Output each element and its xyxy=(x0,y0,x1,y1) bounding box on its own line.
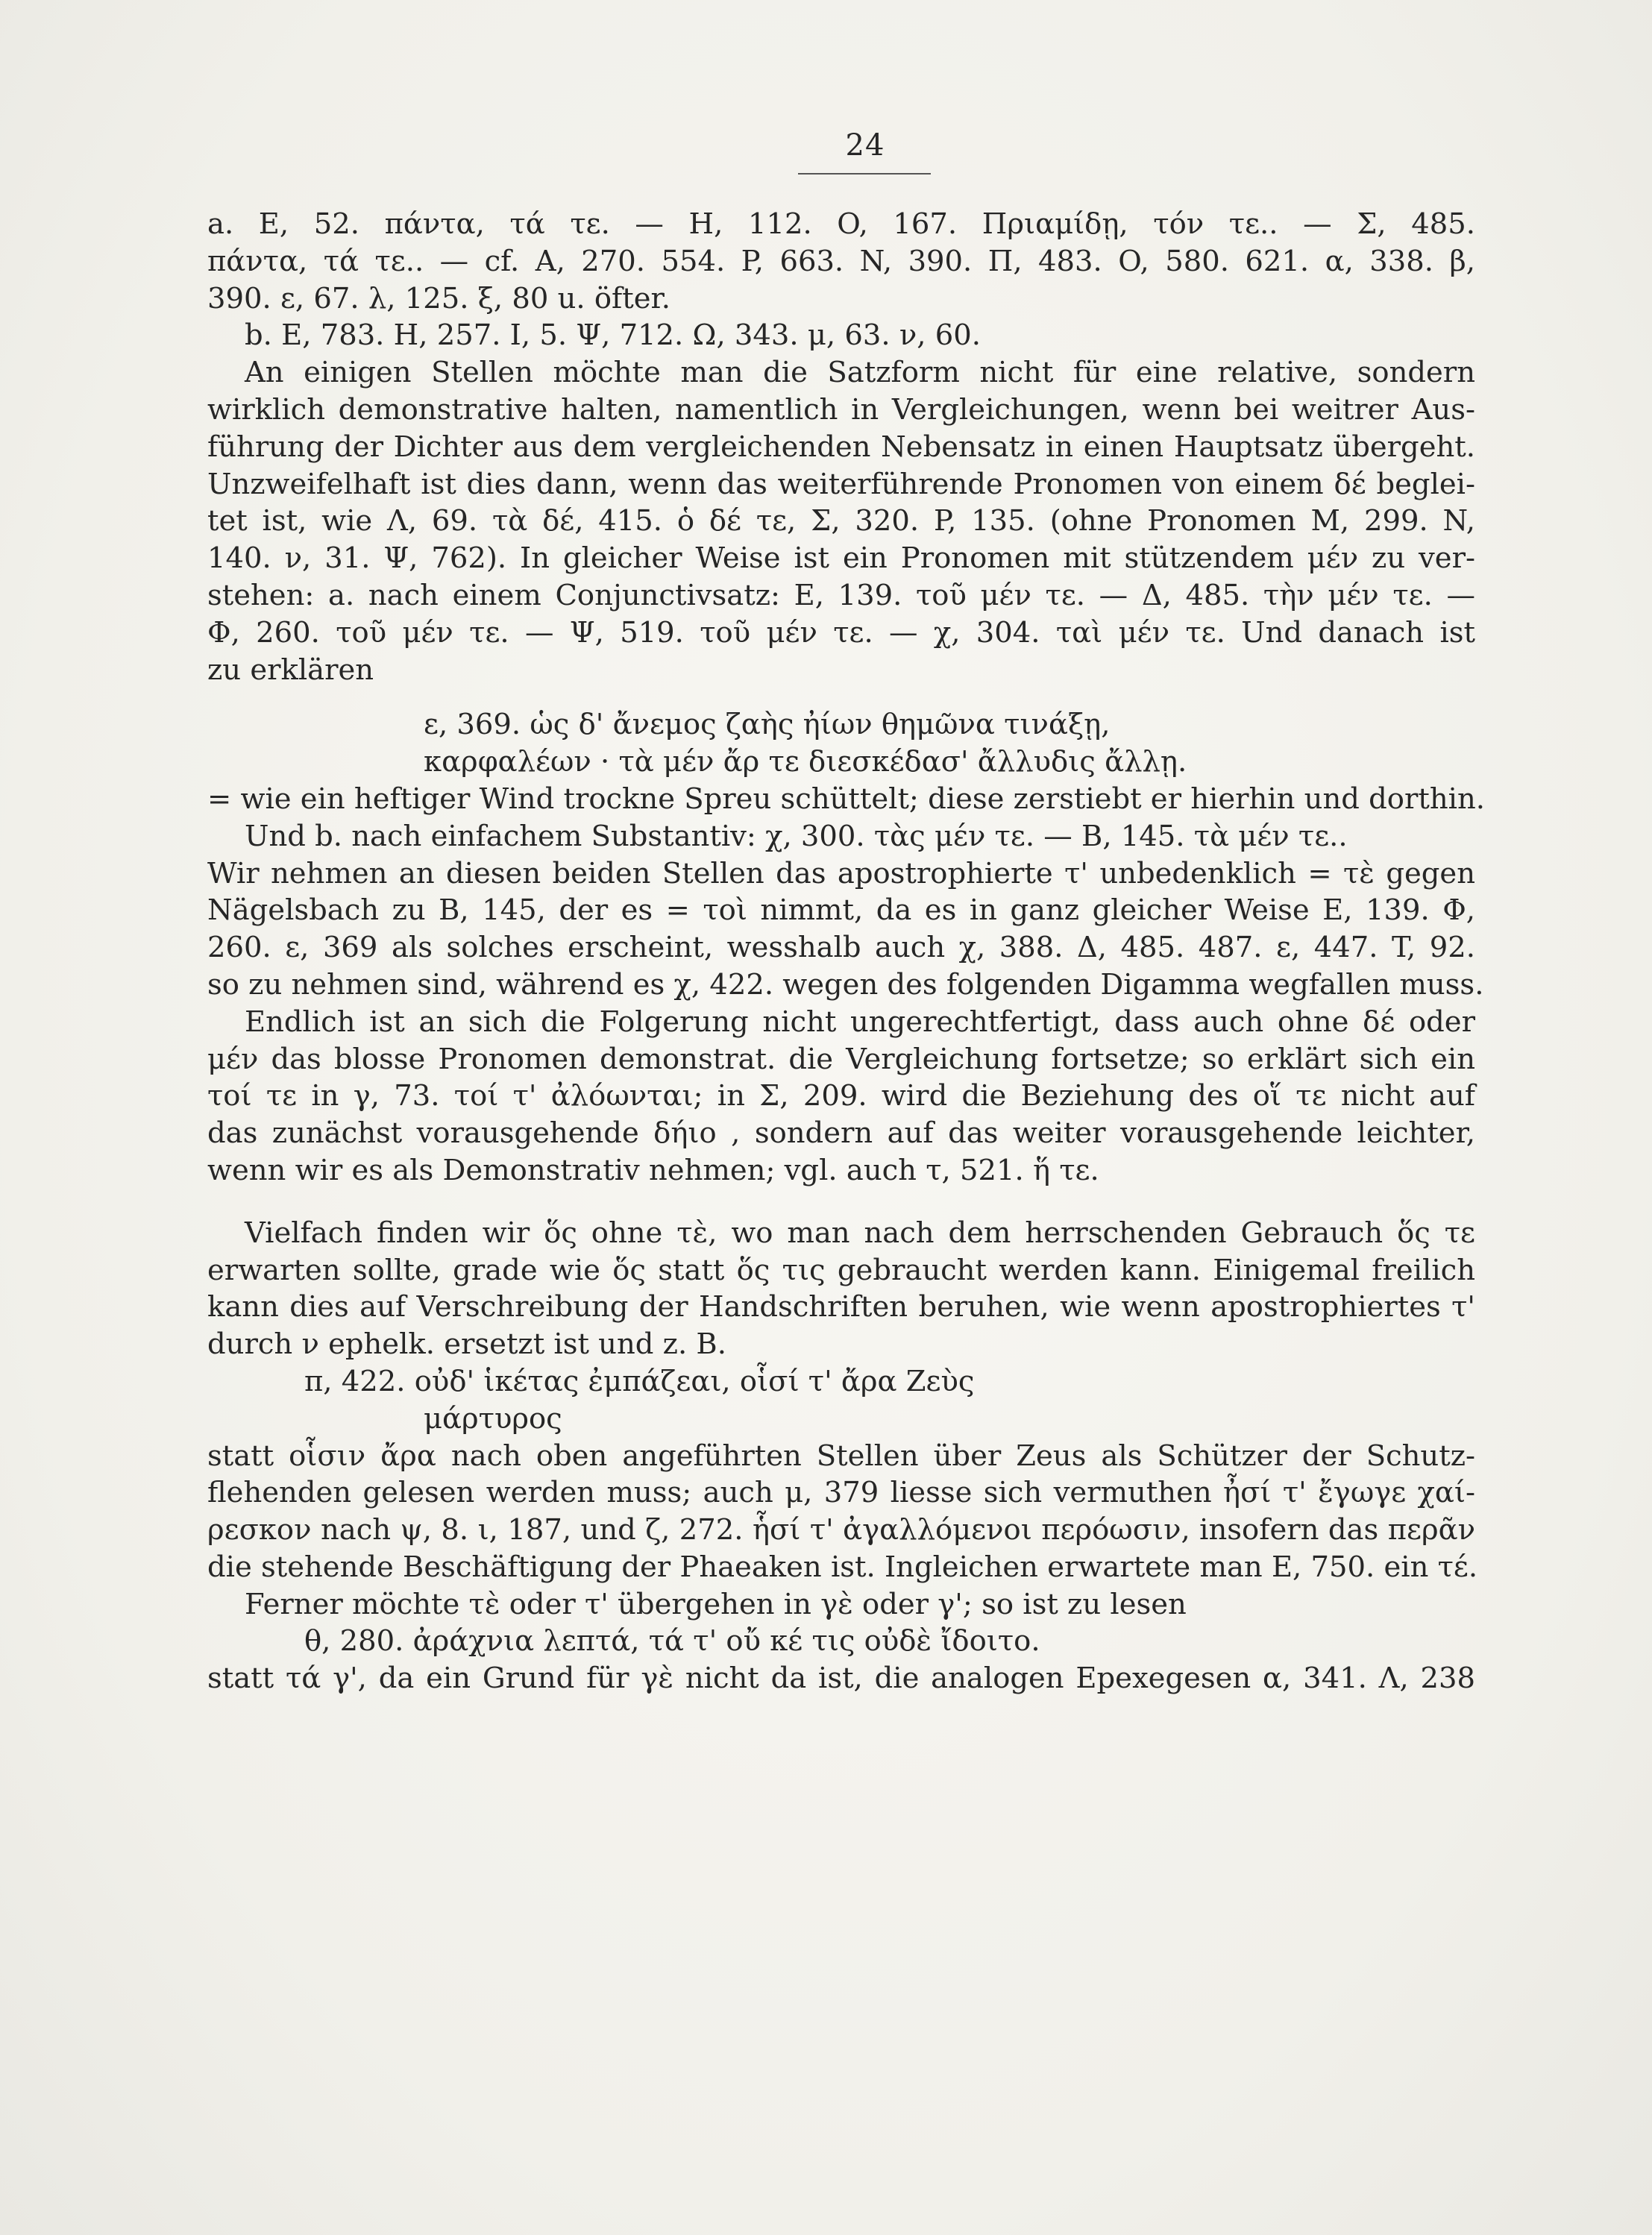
text-line: die stehende Beschäftigung der Phaeaken ist. Ingleichen erwartete man E, 750. ein τέ. xyxy=(207,1550,1478,1584)
text-line: kann dies auf Verschreibung der Handschriften beruhen, wie wenn apostrophiertes τ' xyxy=(207,1290,1475,1324)
text-line: statt τά γ', da ein Grund für γὲ nicht da ist, die analogen Epexegesen α, 341. Λ, 238 xyxy=(207,1662,1475,1696)
paragraph-gap xyxy=(207,688,1475,706)
text-line: μέν das blosse Pronomen demonstrat. die Vergleichung fortsetze; so erklärt sich ein xyxy=(207,1042,1475,1076)
text-line: Nägelsbach zu B, 145, der es = τοὶ nimmt, da es in ganz gleicher Weise E, 139. Φ, xyxy=(207,893,1475,928)
text-line: καρφαλέων · τὰ μέν ἄρ τε διεσκέδασ' ἄλλυδις ἄλλῃ. xyxy=(424,745,1187,779)
text-line: führung der Dichter aus dem vergleichenden Nebensatz in einen Hauptsatz übergeht. xyxy=(207,430,1475,464)
text-line: durch ν ephelk. ersetzt ist und z. B. xyxy=(207,1327,726,1362)
text-line: ρεσκον nach ψ, 8. ι, 187, und ζ, 272. ἧσί τ' ἀγαλλόμενοι περόωσιν, insofern das περᾶν xyxy=(207,1513,1475,1547)
text-line: ε, 369. ὡς δ' ἄνεμος ζαὴς ἠίων θημῶνα τινάξῃ, xyxy=(424,708,1111,742)
text-line: Vielfach finden wir ὅς ohne τὲ, wo man nach dem herrschenden Gebrauch ὅς τε xyxy=(245,1216,1475,1250)
text-line: 260. ε, 369 als solches erscheint, wesshalb auch χ, 388. Δ, 485. 487. ε, 447. T, 92. xyxy=(207,931,1475,965)
text-line: stehen: a. nach einem Conjunctivsatz: E, 139. τοῦ μέν τε. — Δ, 485. τὴν μέν τε. — xyxy=(207,578,1475,612)
body-text xyxy=(207,206,1485,1697)
text-line: Unzweifelhaft ist dies dann, wenn das weiterführende Pronomen von einem δέ beglei- xyxy=(207,467,1475,501)
text-line: statt οἷσιν ἄρα nach oben angeführten Stellen über Zeus als Schützer der Schutz- xyxy=(207,1439,1475,1473)
text-line: μάρτυρος xyxy=(424,1401,562,1436)
text-line: Endlich ist an sich die Folgerung nicht ungerechtfertigt, dass auch ohne δέ oder xyxy=(245,1005,1475,1039)
text-line: 140. ν, 31. Ψ, 762). In gleicher Weise ist ein Pronomen mit stützendem μέν zu ver- xyxy=(207,541,1475,576)
text-line: tet ist, wie Λ, 69. τὰ δέ, 415. ὁ δέ τε, Σ, 320. P, 135. (ohne Pronomen M, 299. N, xyxy=(207,504,1475,538)
text-line: Und b. nach einfachem Substantiv: χ, 300. τὰς μέν τε. — B, 145. τὰ μέν τε.. xyxy=(245,819,1348,853)
text-line: so zu nehmen sind, während es χ, 422. wegen des folgenden Digamma wegfallen muss. xyxy=(207,967,1484,1002)
text-line: wirklich demonstrative halten, namentlich in Vergleichungen, wenn bei weitrer Aus- xyxy=(207,392,1475,427)
text-line: erwarten sollte, grade wie ὅς statt ὅς τις gebraucht werden kann. Einigemal freilich xyxy=(207,1253,1475,1287)
text-line: 390. ε, 67. λ, 125. ξ, 80 u. öfter. xyxy=(207,281,670,315)
text-line: das zunächst vorausgehende δήιο , sondern auf das weiter vorausgehende leichter, xyxy=(207,1116,1475,1151)
text-line: πάντα, τά τε.. — cf. Α, 270. 554. P, 663. N, 390. Π, 483. O, 580. 621. α, 338. β, xyxy=(207,244,1475,278)
text-line: a. E, 52. πάντα, τά τε. — H, 112. O, 167. Πριαμίδῃ, τόν τε.. — Σ, 485. xyxy=(207,207,1475,241)
text-line: An einigen Stellen möchte man die Satzform nicht für eine relative, sondern xyxy=(245,356,1475,390)
text-line: π, 422. οὐδ' ἱκέτας ἐμπάζεαι, οἷσί τ' ἄρα Ζεὺς xyxy=(304,1364,975,1398)
page-number: 24 xyxy=(845,128,885,163)
text-line: flehenden gelesen werden muss; auch μ, 379 liesse sich vermuthen ἦσί τ' ἔγωγε χαί- xyxy=(207,1476,1475,1510)
text-line: zu erklären xyxy=(207,653,374,687)
text-line: τοί τε in γ, 73. τοί τ' ἀλόωνται; in Σ, 209. wird die Beziehung des οἵ τε nicht auf xyxy=(207,1079,1475,1113)
text-line: wenn wir es als Demonstrativ nehmen; vgl. auch τ, 521. ἥ τε. xyxy=(207,1153,1099,1187)
text-line: Ferner möchte τὲ oder τ' übergehen in γὲ oder γ'; so ist zu lesen xyxy=(245,1587,1187,1621)
text-line: θ, 280. ἀράχνια λεπτά, τά τ' οὔ κέ τις οὐδὲ ἴδοιτο. xyxy=(304,1624,1040,1659)
text-line: Φ, 260. τοῦ μέν τε. — Ψ, 519. τοῦ μέν τε. — χ, 304. ταὶ μέν τε. Und danach ist xyxy=(207,615,1475,650)
text-line: Wir nehmen an diesen beiden Stellen das apostrophierte τ' unbedenklich = τὲ gegen xyxy=(207,856,1475,890)
text-line: = wie ein heftiger Wind trockne Spreu schüttelt; diese zerstiebt er hierhin und dorthin. xyxy=(207,782,1485,816)
paragraph-gap xyxy=(207,1189,1475,1215)
page-number-rule xyxy=(798,173,931,175)
text-line: b. E, 783. H, 257. I, 5. Ψ, 712. Ω, 343. μ, 63. ν, 60. xyxy=(245,318,981,353)
